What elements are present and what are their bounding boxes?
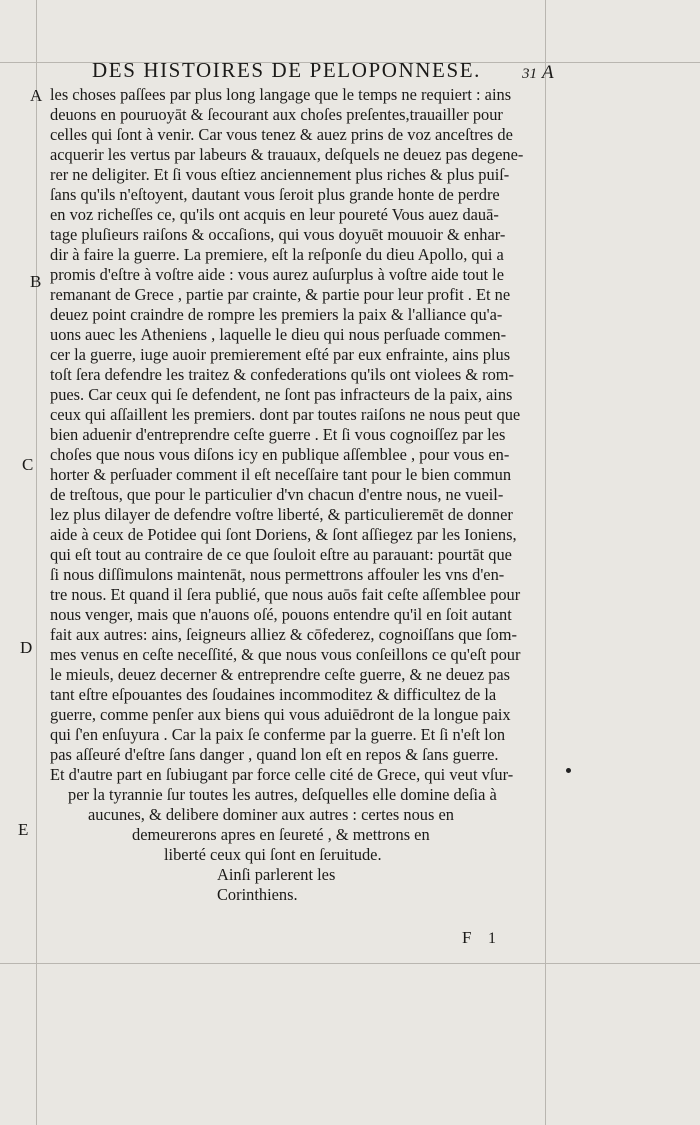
text-line: celles qui ſont à venir. Car vous tenez & auez prins de voz anceſtres de xyxy=(50,125,513,144)
rule-left xyxy=(36,0,37,1125)
text-line: dir à faire la guerre. La premiere, eſt la reſponſe du dieu Apollo, qui a xyxy=(50,245,504,264)
margin-letter-e: E xyxy=(18,820,29,839)
text-line: le mieuls, deuez decerner & entreprendre ceſte guerre, & ne deuez pas xyxy=(50,665,511,684)
text-line: fait aux autres: ains, ſeigneurs alliez & cōfederez, cognoiſſans que ſom- xyxy=(50,625,517,644)
text-line: aide à ceux de Potidee qui ſont Doriens, & ſont aſſiegez par les Ioniens, xyxy=(50,525,517,544)
text-line: liberté ceux qui ſont en ſeruitude. xyxy=(164,845,382,864)
margin-letter-d: D xyxy=(20,638,33,657)
text-line: pas aſſeuré d'eſtre ſans danger , quand lon eſt en repos & ſans guerre. xyxy=(50,745,499,764)
text-line: deuons en pouruoyāt & ſecourant aux choſes preſentes,trauailler pour xyxy=(50,105,503,124)
text-line: tre nous. Et quand il ſera publié, que nous auōs fait ceſte aſſemblee pour xyxy=(50,585,521,604)
text-line: qui ſ'en enſuyura . Car la paix ſe conferme par la guerre. Et ſi n'eſt lon xyxy=(50,725,506,744)
text-line: guerre, comme penſer aux biens qui vous aduiēdront de la longue paix xyxy=(50,705,511,724)
text-line: uons auec les Atheniens , laquelle le dieu qui nous perſuade commen- xyxy=(50,325,507,344)
text-line: lez plus dilayer de defendre voſtre liberté, & particulieremēt de donner xyxy=(50,505,513,524)
text-line: horter & perſuader comment il eſt neceſſaire tant pour le bien commun xyxy=(50,465,512,484)
text-line: qui eſt tout au contraire de ce que ſouloit eſtre au parauant: pourtāt que xyxy=(50,545,512,564)
margin-letter-c: C xyxy=(22,455,34,474)
text-line: Et d'autre part en ſubiugant par force celle cité de Grece, qui veut vſur- xyxy=(50,765,514,784)
text-line: bien aduenir d'entreprendre ceſte guerre . Et ſi vous cognoiſſez par les xyxy=(50,425,506,444)
signature-number: 1 xyxy=(488,930,496,947)
text-line: remanant de Grece , partie par crainte, & partie pour leur profit . Et ne xyxy=(50,285,511,304)
text-line: tage pluſieurs raiſons & occaſions, qui vous doyuēt mouuoir & enhar- xyxy=(50,225,506,244)
folio-number: 31 xyxy=(522,66,537,82)
text-line: Corinthiens. xyxy=(217,885,298,904)
text-line: nous venger, mais que n'auons oſé, pouons entendre qu'il en ſoit autant xyxy=(50,605,512,624)
text-line: demeurerons apres en ſeureté , & mettrons en xyxy=(132,825,430,844)
running-title: DES HISTOIRES DE PELOPONNESE. xyxy=(92,58,482,82)
text-line: deuez point craindre de rompre les premiers la paix & l'alliance qu'a- xyxy=(50,305,503,324)
text-line: toſt ſera defendre les traitez & confederations qu'ils ont violees & rom- xyxy=(50,365,515,384)
text-line: ſi nous diſſimulons maintenāt, nous permettrons affouler les vns d'en- xyxy=(50,565,505,584)
signature-letter: F xyxy=(462,928,472,947)
text-line: choſes que nous vous diſons icy en publique aſſemblee , pour vous en- xyxy=(50,445,510,464)
rule-bottom xyxy=(0,963,700,964)
text-line: promis d'eſtre à voſtre aide : vous aurez auſurplus à voſtre aide tout le xyxy=(50,265,504,284)
text-line: Ainſi parlerent les xyxy=(217,865,336,884)
text-line: per la tyrannie ſur toutes les autres, deſquelles elle domine deſia à xyxy=(68,785,497,804)
text-line: mes venus en ceſte neceſſité, & que nous vous conſeillons ce qu'eſt pour xyxy=(50,645,521,664)
text-line: de treſtous, que pour le particulier d'vn chacun d'entre nous, ne vueil- xyxy=(50,485,504,504)
margin-letter-b: B xyxy=(30,272,42,291)
text-line: aucunes, & delibere dominer aux autres : certes nous en xyxy=(88,805,454,824)
text-line: en voz richeſſes ce, qu'ils ont acquis en leur poureté Vous auez dauā- xyxy=(50,205,499,224)
text-line: acquerir les vertus par labeurs & trauaux, deſquels ne deuez pas degene- xyxy=(50,145,524,164)
rule-right xyxy=(545,0,546,1125)
text-line: les choses paſſees par plus long langage que le temps ne requiert : ains xyxy=(50,85,512,104)
text-line: cer la guerre, iuge auoir premierement eſté par eux enfrainte, ains plus xyxy=(50,345,511,364)
ink-spot xyxy=(566,768,571,773)
margin-letter-a: A xyxy=(30,86,43,105)
folio-letter: A xyxy=(542,62,554,83)
text-line: rer ne deligiter. Et ſi vous eſtiez anciennement plus riches & plus puiſ- xyxy=(50,165,510,184)
text-line: pues. Car ceux qui ſe defendent, ne ſont pas infracteurs de la paix, ains xyxy=(50,385,513,404)
text-line: ſans qu'ils n'eſtoyent, dautant vous ſeroit plus grande honte de perdre xyxy=(50,185,500,204)
text-line: tant eſtre eſpouantes des ſoudaines incommoditez & difficultez de la xyxy=(50,685,497,704)
text-line: ceux qui aſſaillent les premiers. dont par toutes raiſons ne nous peut que xyxy=(50,405,521,424)
folio xyxy=(522,62,554,84)
